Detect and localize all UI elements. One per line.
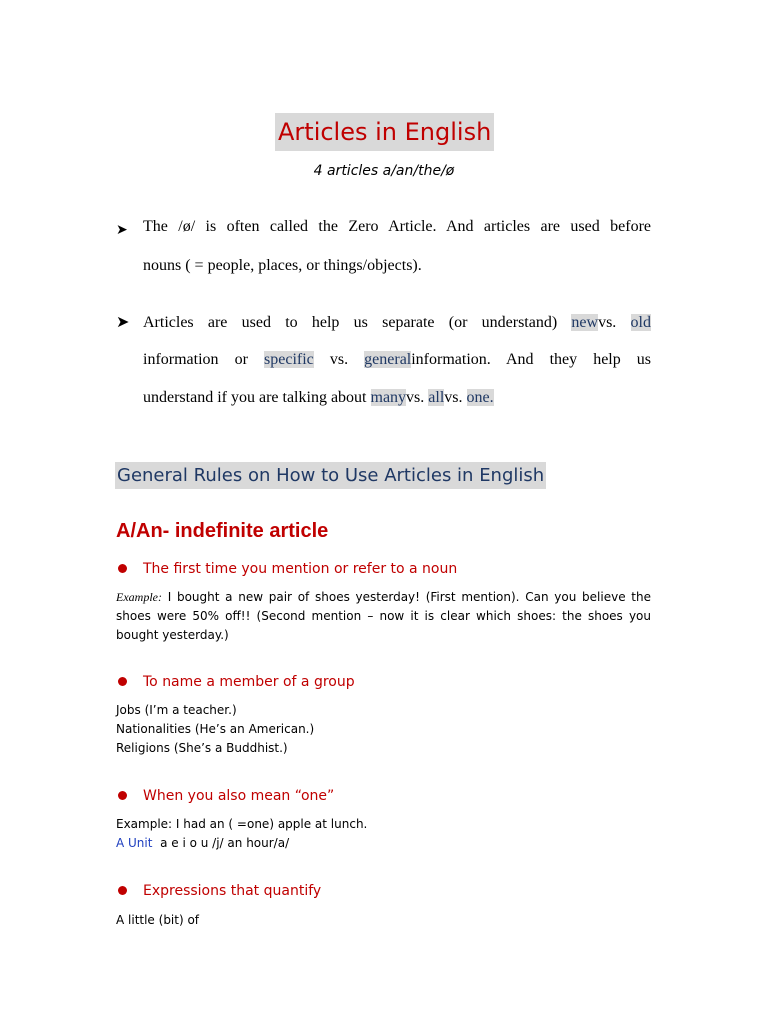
rule-example-line-2: shoes were 50% off!! (Second mention – now it is clear which shoes: the shoes you [116, 609, 651, 623]
arrow-bullet-icon: ➤ [116, 314, 130, 331]
rule-example-line-1 [116, 588, 651, 607]
highlight-all: all [428, 389, 445, 406]
rule-line: Nationalities (He’s an American.) [116, 722, 315, 736]
rule-example-line-3: bought yesterday.) [116, 628, 229, 642]
rule-line: A little (bit) of [116, 913, 200, 927]
page-title: Articles in English [275, 113, 494, 151]
rule-line: Religions (She’s a Buddhist.) [116, 741, 288, 755]
highlight-general: general [364, 351, 412, 368]
intro-bullet-2-text: information or [143, 351, 248, 368]
highlight-specific: specific [264, 351, 314, 368]
rule-heading: When you also mean “one” [143, 788, 335, 804]
intro-bullet-1-line-2: nouns ( = people, places, or things/objects). [143, 257, 422, 274]
rule-heading: The first time you mention or refer to a noun [143, 561, 458, 577]
intro-bullet-2-line-1 [143, 312, 651, 334]
intro-bullet-2-line-2 [143, 349, 651, 371]
section-heading: General Rules on How to Use Articles in English [115, 462, 546, 489]
bullet-dot-icon [118, 886, 127, 895]
intro-bullet-2-text: understand if you are talking about [143, 389, 367, 406]
intro-bullet-2-text: information. And they help us [411, 351, 652, 368]
unit-line [116, 834, 289, 853]
arrow-bullet-icon: ➤ [116, 221, 128, 237]
rule-heading: Expressions that quantify [143, 883, 322, 899]
unit-label: A Unit [116, 836, 153, 850]
page-subtitle: 4 articles a/an/the/ø [313, 163, 455, 179]
example-text: I bought a new pair of shoes yesterday! (First mention). Can you believe the [167, 590, 651, 604]
bullet-dot-icon [118, 791, 127, 800]
vs-text: vs. [444, 389, 463, 406]
rule-heading: To name a member of a group [143, 674, 355, 690]
intro-bullet-2-line-3 [143, 387, 651, 409]
rule-line: Example: I had an ( =one) apple at lunch. [116, 817, 368, 831]
intro-bullet-1-line-1: The /ø/ is often called the Zero Article. And articles are used before [143, 218, 651, 235]
highlight-new: new [571, 314, 599, 331]
highlight-one: one. [466, 389, 494, 406]
vs-text: vs. [329, 351, 349, 368]
vs-text: vs. [598, 314, 617, 331]
intro-bullet-2-text: Articles are used to help us separate (or understand) [143, 314, 558, 331]
rule-line: Jobs (I’m a teacher.) [116, 703, 237, 717]
vs-text: vs. [406, 389, 425, 406]
highlight-many: many [370, 389, 407, 406]
unit-text: a e i o u /j/ an hour/a/ [160, 836, 290, 850]
example-label: Example: [116, 590, 162, 604]
bullet-dot-icon [118, 677, 127, 686]
subsection-heading: A/An- indefinite article [116, 520, 329, 542]
bullet-dot-icon [118, 564, 127, 573]
highlight-old: old [630, 314, 651, 331]
